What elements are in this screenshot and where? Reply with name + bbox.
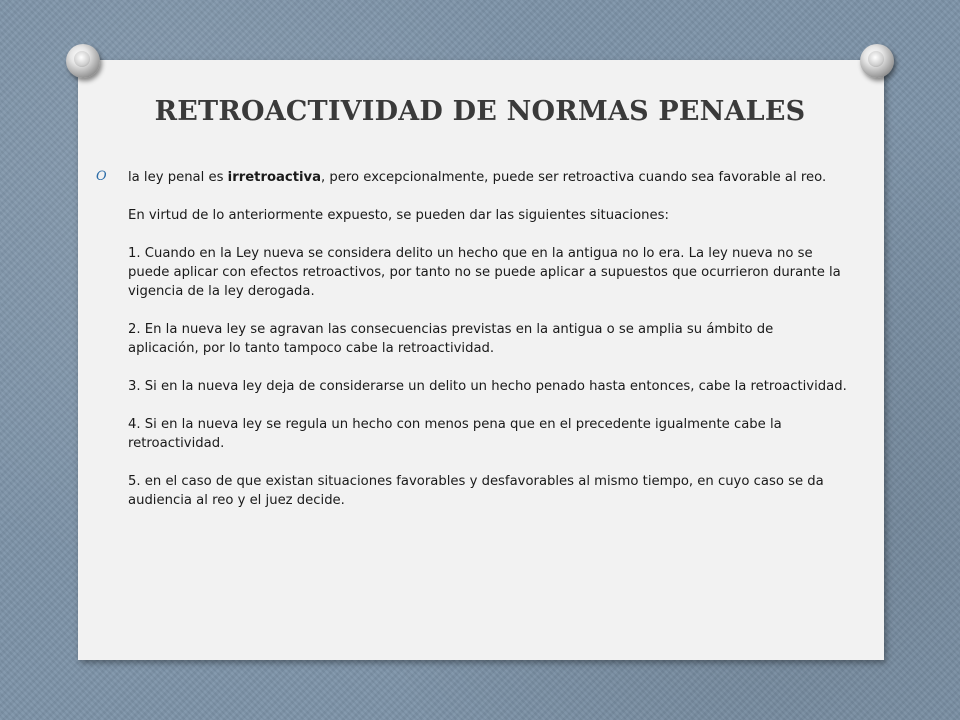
situation-3: 3. Si en la nueva ley deja de considerarse un delito un hecho penado hasta entonces, cabe la retroactividad. <box>128 379 847 394</box>
intro-pre: la ley penal es <box>128 170 228 185</box>
situation-1: 1. Cuando en la Ley nueva se considera delito un hecho que en la antigua no lo era. La ley nueva no se puede aplicar con efectos retroactivos, por tanto no se puede aplicar a supuestos que ocurrieron durante la vigencia de la ley derogada. <box>128 246 841 299</box>
bullet-icon: O <box>96 169 107 184</box>
situation-5: 5. en el caso de que existan situaciones favorables y desfavorables al mismo tiempo, en cuyo caso se da audiencia al reo y el juez decide. <box>128 474 824 508</box>
intro-keyword: irretroactiva <box>227 170 322 185</box>
lead-paragraph: En virtud de lo anteriormente expuesto, se pueden dar las siguientes situaciones: <box>128 208 669 223</box>
intro-paragraph <box>128 168 848 187</box>
intro-post: , pero excepcionalmente, puede ser retroactiva cuando sea favorable al reo. <box>321 170 827 185</box>
slide-title: RETROACTIVIDAD DE NORMAS PENALES <box>154 96 806 127</box>
pushpin-icon <box>66 44 100 78</box>
pushpin-icon <box>860 44 894 78</box>
situation-4: 4. Si en la nueva ley se regula un hecho con menos pena que en el precedente igualmente cabe la retroactividad. <box>128 417 782 451</box>
situation-2: 2. En la nueva ley se agravan las consecuencias previstas en la antigua o se amplia su ámbito de aplicación, por lo tanto tampoco cabe la retroactividad. <box>128 322 774 356</box>
slide-body <box>128 168 848 510</box>
